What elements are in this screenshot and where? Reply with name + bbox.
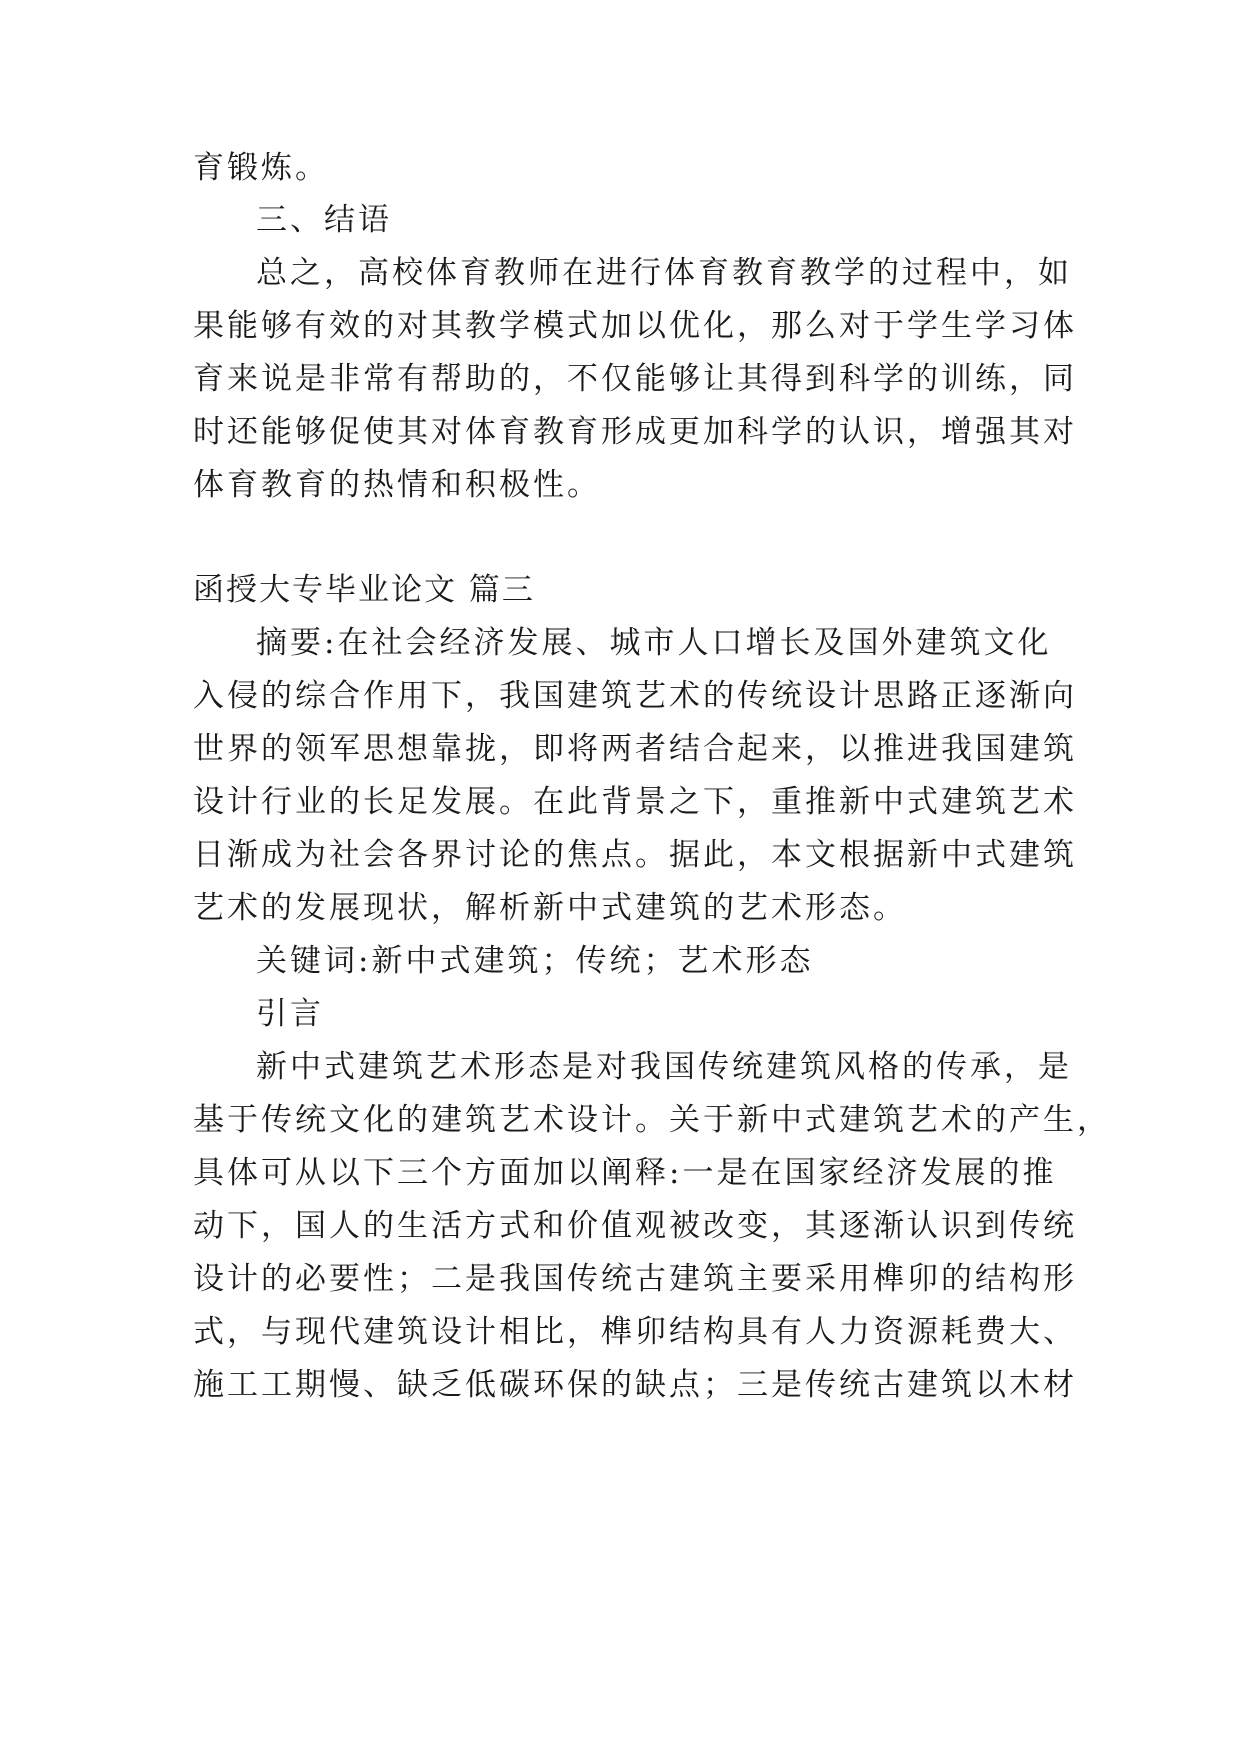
abstract-line: 摘要:在社会经济发展、城市人口增长及国外建筑文化 [256,625,1052,661]
text-line: 育来说是非常有帮助的，不仅能够让其得到科学的训练，同 [193,361,1077,397]
abstract-line: 入侵的综合作用下，我国建筑艺术的传统设计思路正逐渐向 [193,678,1077,714]
section-heading-conclusion: 三、结语 [256,202,392,238]
text-line: 动下，国人的生活方式和价值观被改变，其逐渐认识到传统 [193,1208,1077,1244]
text-line: 新中式建筑艺术形态是对我国传统建筑风格的传承，是 [256,1049,1072,1085]
keywords-line: 关键词:新中式建筑；传统；艺术形态 [256,943,814,979]
article-title: 函授大专毕业论文 篇三 [193,572,535,608]
text-line: 施工工期慢、缺乏低碳环保的缺点；三是传统古建筑以木材 [193,1367,1077,1403]
text-line: 育锻炼。 [193,150,329,186]
text-line: 基于传统文化的建筑艺术设计。关于新中式建筑艺术的产生， [193,1102,1111,1138]
abstract-line: 日渐成为社会各界讨论的焦点。据此，本文根据新中式建筑 [193,837,1077,873]
abstract-line: 艺术的发展现状，解析新中式建筑的艺术形态。 [193,890,907,926]
text-line: 体育教育的热情和积极性。 [193,467,601,503]
text-line: 式，与现代建筑设计相比，榫卯结构具有人力资源耗费大、 [193,1314,1077,1350]
text-line: 时还能够促使其对体育教育形成更加科学的认识，增强其对 [193,414,1077,450]
text-line: 具体可从以下三个方面加以阐释:一是在国家经济发展的推 [193,1155,1057,1191]
section-heading-intro: 引言 [256,996,324,1032]
text-line: 果能够有效的对其教学模式加以优化，那么对于学生学习体 [193,308,1077,344]
abstract-line: 设计行业的长足发展。在此背景之下，重推新中式建筑艺术 [193,784,1077,820]
text-line: 设计的必要性；二是我国传统古建筑主要采用榫卯的结构形 [193,1261,1077,1297]
abstract-line: 世界的领军思想靠拢，即将两者结合起来，以推进我国建筑 [193,731,1077,767]
text-line: 总之，高校体育教师在进行体育教育教学的过程中，如 [256,255,1072,291]
